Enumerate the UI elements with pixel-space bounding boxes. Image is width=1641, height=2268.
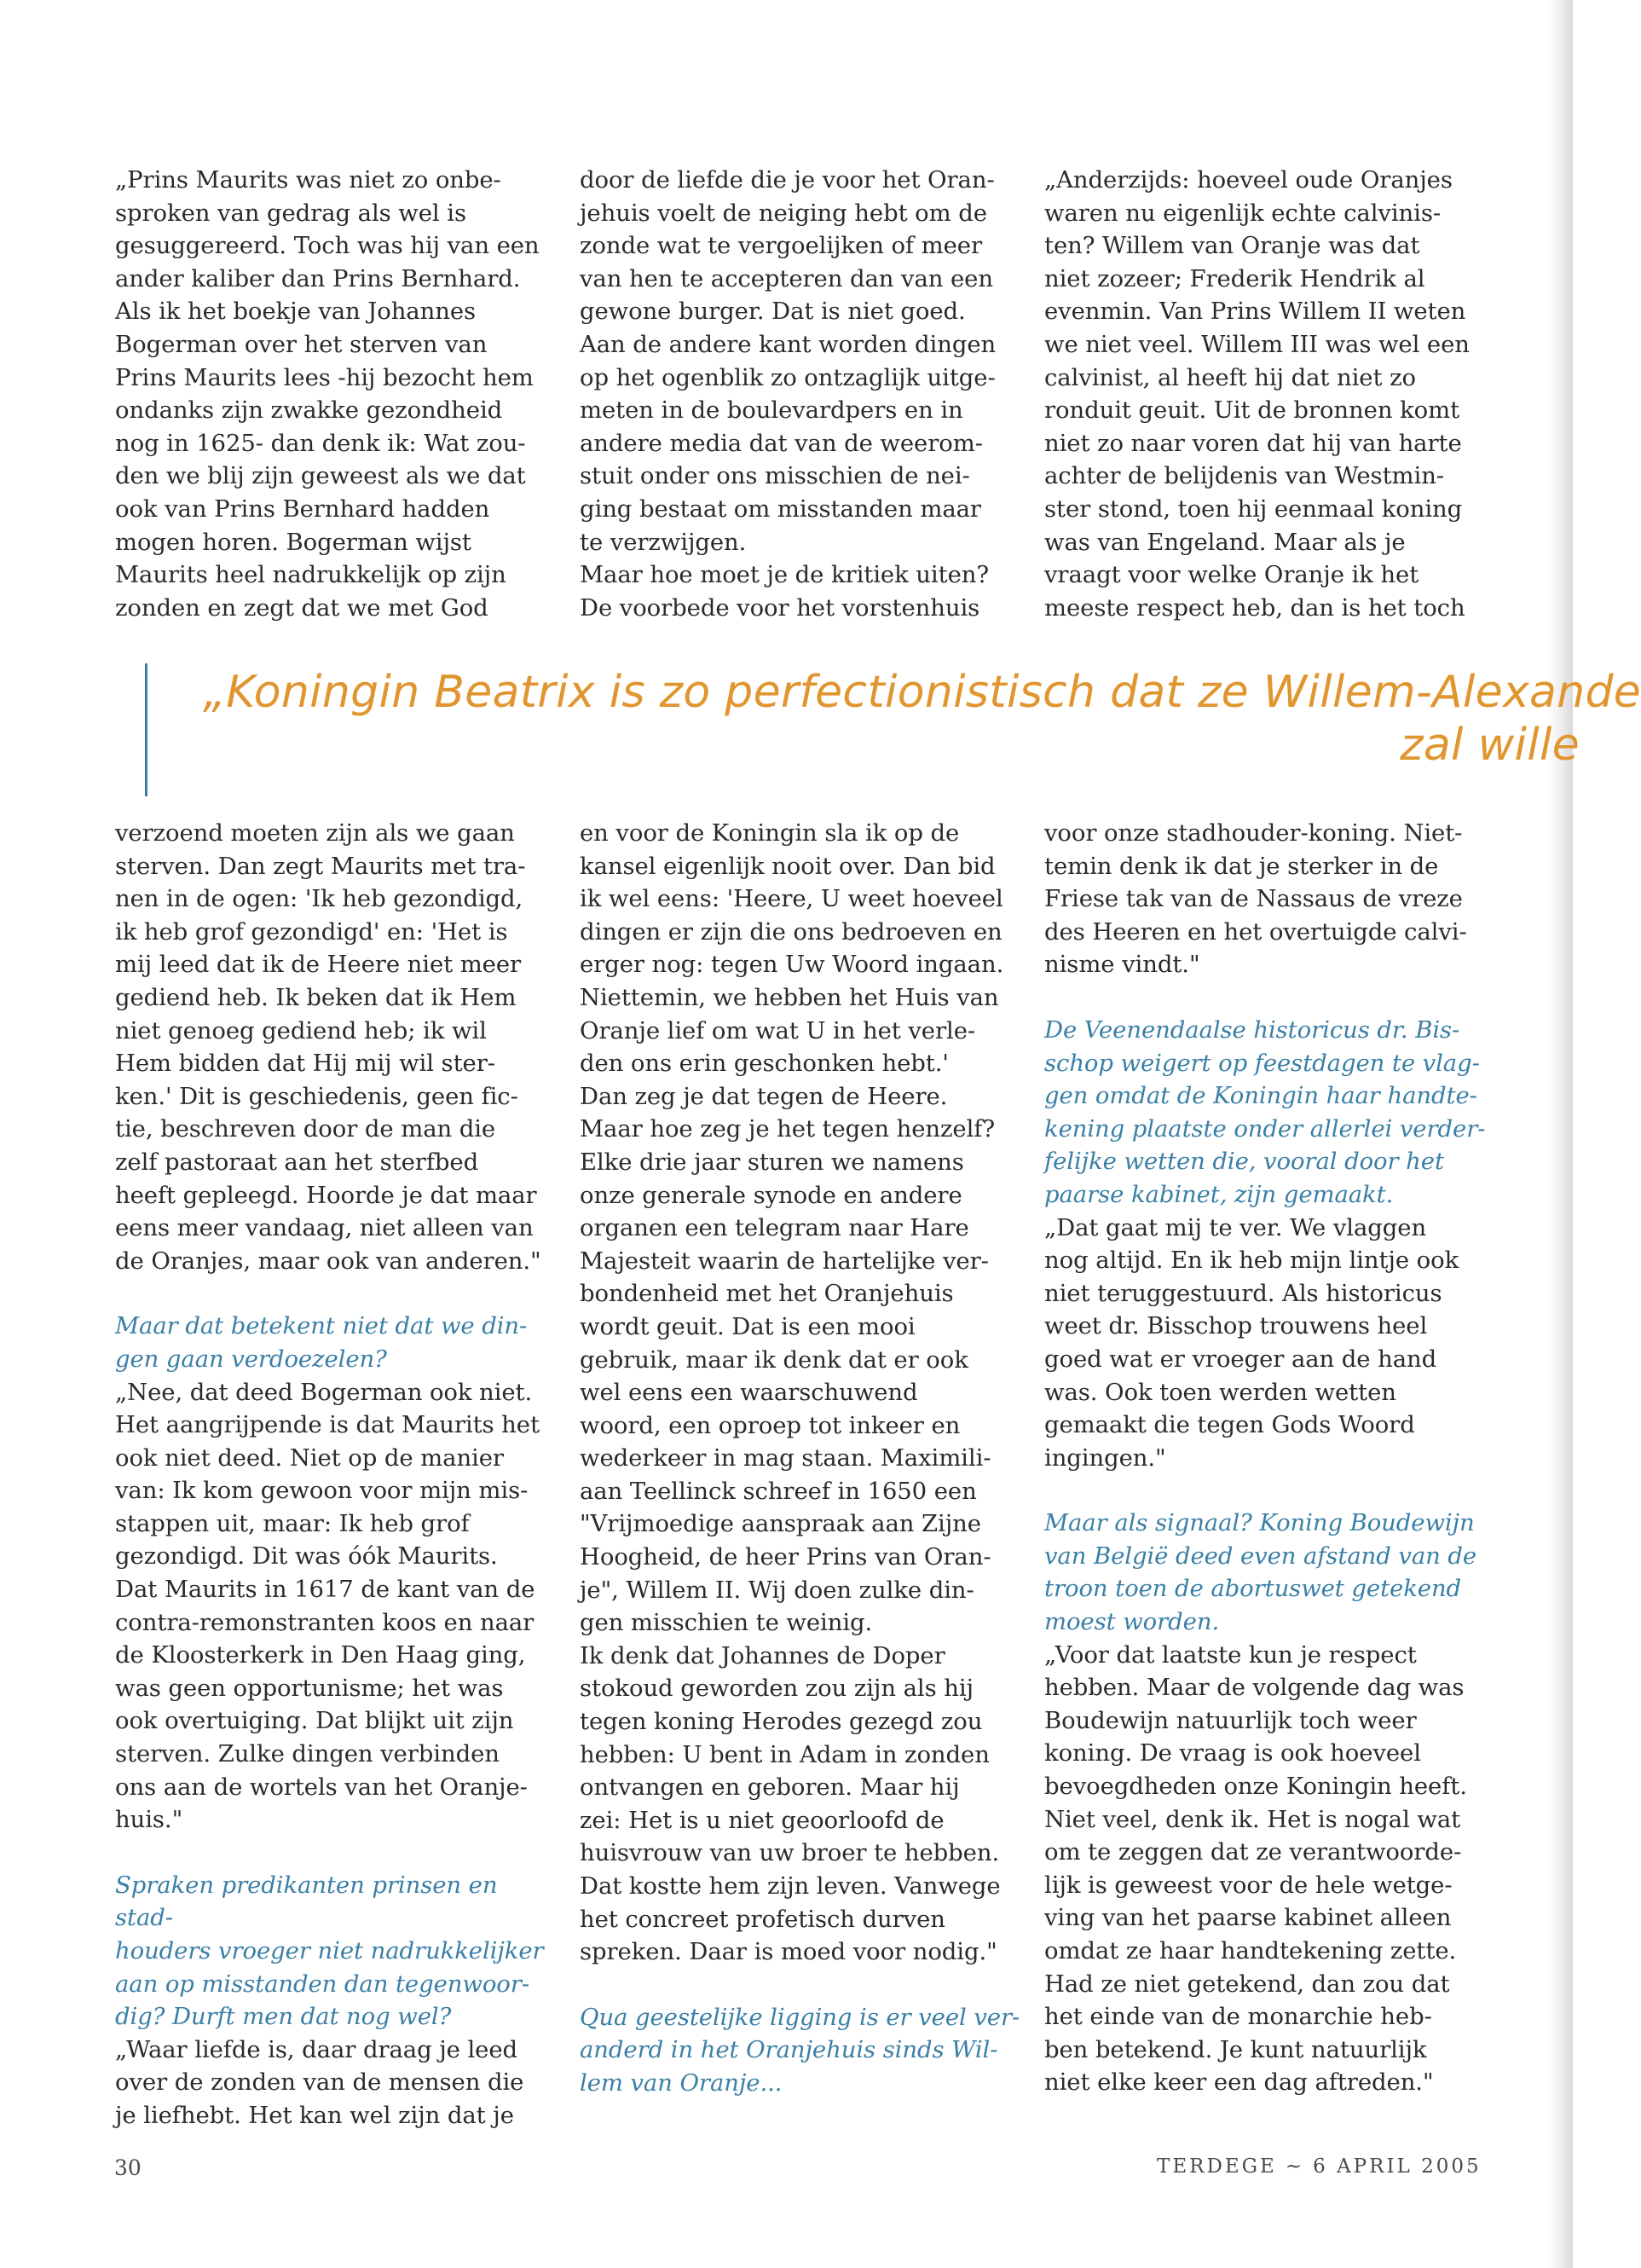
interview-question: Spraken predikanten prinsen en stad- houders vroeger niet nadrukkelijker aan op misstanden dan tegenwoor- dig? Durft men dat nog wel? <box>115 1871 544 2031</box>
column-3-top <box>1044 164 1488 624</box>
pull-quote-line-1: „Koningin Beatrix is zo perfectionistisch dat ze Willem-Alexande <box>203 667 1641 718</box>
interview-question: Maar dat betekent niet dat we din- gen gaan verdoezelen? <box>115 1312 528 1373</box>
interview-question: Qua geestelijke ligging is er veel ver- anderd in het Oranjehuis sinds Wil- lem van Oranje... <box>580 2003 1020 2097</box>
column-2-bottom <box>580 817 1023 2100</box>
pull-quote <box>145 663 1641 791</box>
column-2-top <box>580 164 1023 624</box>
column-1-top <box>115 164 558 624</box>
body-paragraph: door de liefde die je voor het Oran- jehuis voelt de neiging hebt om de zonde wat te vergoelijken of meer van hen te accepteren dan van een gewone burger. Dat is niet goed. Aan de andere kant worden dingen op het ogenblik zo ontzaglijk uitge- meten in de boulevardpers en in andere media dat van de weerom- stuit onder ons misschien de nei- ging bestaat om misstanden maar te verzwijgen. <box>580 166 997 556</box>
publication-footer <box>1157 2155 1482 2178</box>
body-paragraph: verzoend moeten zijn als we gaan sterven. Dan zegt Maurits met tra- nen in de ogen: 'Ik heb gezondigd, ik heb grof gezondigd' en: 'Het is mij leed dat ik de Heere niet meer gediend heb. Ik beken dat ik Hem niet genoeg gediend heb; ik wil Hem bidden dat Hij mij wil ster- ken.' Dit is geschiedenis, geen fic- tie, beschreven door de man die zelf pastoraat aan het sterfbed heeft gepleegd. Hoorde je dat maar eens meer vandaag, niet alleen van de Oranjes, maar ook van anderen." <box>115 819 541 1275</box>
body-paragraph: voor onze stadhouder-koning. Niet- temin denk ik dat je sterker in de Friese tak van de Nassaus de vreze des Heeren en het overtuigde calvi- nisme vindt." <box>1044 819 1467 979</box>
body-paragraph: „Prins Maurits was niet zo onbe- sproken van gedrag als wel is gesuggereerd. Toch was hij van een ander kaliber dan Prins Bernhard. Als ik het boekje van Johannes Bogerman over het sterven van Prins Maurits lees -hij bezocht hem ondanks zijn zwakke gezondheid nog in 1625- dan denk ik: Wat zou- den we blij zijn geweest als we dat ook van Prins Bernhard hadden mogen horen. Bogerman wijst Maurits heel nadrukkelijk op zijn zonden en zegt dat we met God <box>115 166 540 622</box>
body-paragraph: „Nee, dat deed Bogerman ook niet. Het aangrijpende is dat Maurits het ook niet deed. Niet op de manier van: Ik kom gewoon voor mijn mis- stappen uit, maar: Ik heb grof gezondigd. Dit was óók Maurits. Dat Maurits in 1617 de kant van de contra-remonstranten koos en naar de Kloosterkerk in Den Haag ging, was geen opportunisme; het was ook overtuiging. Dat blijkt uit zijn sterven. Zulke dingen verbinden ons aan de wortels van het Oranje- huis." <box>115 1378 540 1834</box>
body-paragraph: „Voor dat laatste kun je respect hebben. Maar de volgende dag was Boudewijn natuurlijk toch weer koning. De vraag is ook hoeveel bevoegdheden onze Koningin heeft. Niet veel, denk ik. Het is nogal wat om te zeggen dat ze verantwoorde- lijk is geweest voor de hele wetge- ving van het paarse kabinet alleen omdat ze haar handtekening zette. Had ze niet getekend, dan zou dat het einde van de monarchie heb- ben betekend. Je kunt natuurlijk niet elke keer een dag aftreden." <box>1044 1640 1467 2097</box>
column-1-bottom <box>115 817 558 2132</box>
pull-quote-bar <box>145 663 147 796</box>
publication-name: TERDEGE <box>1157 2155 1277 2178</box>
body-paragraph: „Waar liefde is, daar draag je leed over de zonden van de mensen die je liefhebt. Het kan wel zijn dat je <box>115 2035 524 2129</box>
body-paragraph: „Dat gaat mij te ver. We vlaggen nog altijd. En ik heb mijn lintje ook niet teruggestuurd. Als historicus weet dr. Bisschop trouwens heel goed wat er vroeger aan de hand was. Ook toen werden wetten gemaakt die tegen Gods Woord ingingen." <box>1044 1213 1459 1472</box>
interview-question: De Veenendaalse historicus dr. Bis- schop weigert op feestdagen te vlag- gen omdat de Koningin haar handte- kening plaatste onder allerlei verder- felijke wetten die, vooral door het paarse kabinet, zijn gemaakt. <box>1044 1015 1486 1208</box>
body-paragraph: Maar hoe moet je de kritiek uiten? De voorbede voor het vorstenhuis <box>580 561 989 622</box>
body-paragraph: „Anderzijds: hoeveel oude Oranjes waren nu eigenlijk echte calvinis- ten? Willem van Oranje was dat niet zozeer; Frederik Hendrik al evenmin. Van Prins Willem II weten we niet veel. Willem III was wel een calvinist, al heeft hij dat niet zo ronduit geuit. Uit de bronnen komt niet zo naar voren dat hij van harte achter de belijdenis van Westmin- ster stond, toen hij eenmaal koning was van Engeland. Maar als je vraagt voor welke Oranje ik het meeste respect heb, dan is het toch <box>1044 166 1470 622</box>
body-paragraph: en voor de Koningin sla ik op de kansel eigenlijk nooit over. Dan bid ik wel eens: 'Heere, U weet hoeveel dingen er zijn die ons bedroeven en erger nog: tegen Uw Woord ingaan. Niettemin, we hebben het Huis van Oranje lief om wat U in het verle- den ons erin geschonken hebt.' Dan zeg je dat tegen de Heere. Maar hoe zeg je het tegen henzelf? Elke drie jaar sturen we namens onze generale synode en andere organen een telegram naar Hare Majesteit waarin de hartelijke ver- bondenheid met het Oranjehuis wordt geuit. Dat is een mooi gebruik, maar ik denk dat er ook wel eens een waarschuwend woord, een oproep tot inkeer en wederkeer in mag staan. Maximili- aan Teellinck schreef in 1650 een "Vrijmoedige aanspraak aan Zijne Hoogheid, de heer Prins van Oran- je", Willem II. Wij doen zulke din- gen misschien te weinig. Ik denk dat Johannes de Doper stokoud geworden zou zijn als hij tegen koning Herodes gezegd zou hebben: U bent in Adam in zonden ontvangen en geboren. Maar hij zei: Het is u niet geoorloofd de huisvrouw van uw broer te hebben. Dat kostte hem zijn leven. Vanwege het concreet profetisch durven spreken. Daar is moed voor nodig." <box>580 819 1004 1966</box>
page-number: 30 <box>114 2155 142 2180</box>
column-3-bottom <box>1044 817 1488 2099</box>
footer-separator: ~ <box>1285 2155 1305 2178</box>
pull-quote-line-2: zal wille <box>1400 720 1580 771</box>
interview-question: Maar als signaal? Koning Boudewijn van België deed even afstand van de troon toen de abortuswet getekend moest worden. <box>1044 1509 1477 1636</box>
page-gutter-shadow <box>1547 0 1573 2268</box>
publication-date: 6 APRIL 2005 <box>1313 2155 1482 2178</box>
